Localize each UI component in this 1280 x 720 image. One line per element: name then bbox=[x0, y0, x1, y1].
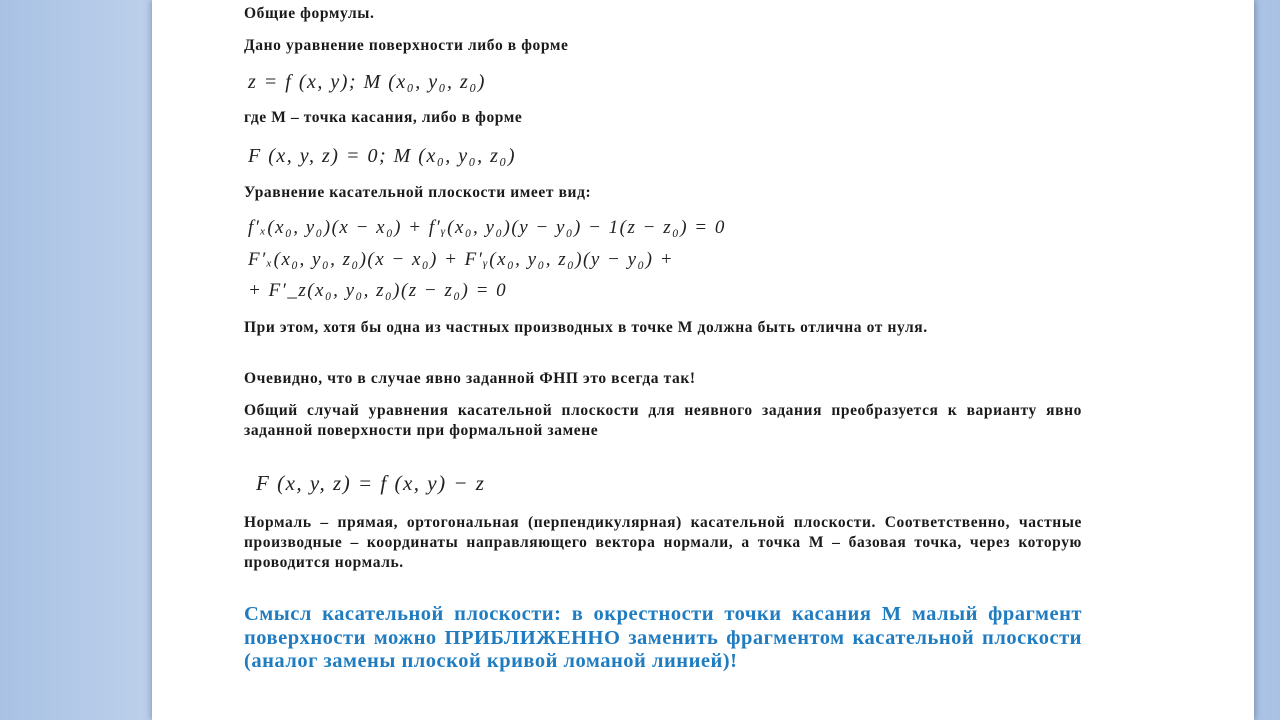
where-text: где М – точка касания, либо в форме bbox=[244, 109, 523, 126]
obvious-text: Очевидно, что в случае явно заданной ФНП это всегда так! bbox=[244, 370, 696, 387]
document-page bbox=[152, 0, 1254, 720]
heading: Общие формулы. bbox=[244, 5, 375, 22]
tangent-intro: Уравнение касательной плоскости имеет вид: bbox=[244, 184, 592, 201]
condition-text: При этом, хотя бы одна из частных производных в точке М должна быть отлична от нуля. bbox=[244, 319, 928, 336]
substitution-formula: F (x, y, z) = f (x, y) − z bbox=[256, 471, 486, 495]
tangent-formula-1: f′ₓ(x₀, y₀)(x − x₀) + f′ᵧ(x₀, y₀)(y − y₀) − 1(z − z₀) = 0 bbox=[248, 217, 726, 238]
meaning-text: Смысл касательной плоскости: в окрестности точки касания М малый фрагмент поверхности можно ПРИБЛИЖЕННО заменить фрагментом касательной плоскости (аналог замены плоской кривой ломаной линией)! bbox=[244, 603, 1082, 672]
tangent-formula-3: + F′_z(x₀, y₀, z₀)(z − z₀) = 0 bbox=[248, 280, 508, 301]
normal-text: Нормаль – прямая, ортогональная (перпендикулярная) касательной плоскости. Соответственно, частные производные – координаты направляющего вектора нормали, а точка М – базовая точка, через которую проводится нормаль. bbox=[244, 514, 1082, 571]
tangent-formula-2: F′ₓ(x₀, y₀, z₀)(x − x₀) + F′ᵧ(x₀, y₀, z₀)(y − y₀) + bbox=[248, 249, 675, 270]
general-case-text: Общий случай уравнения касательной плоскости для неявного задания преобразуется к варианту явно заданной поверхности при формальной замене bbox=[244, 402, 1082, 439]
formula-implicit: F (x, y, z) = 0; M (x₀, y₀, z₀) bbox=[248, 145, 517, 167]
formula-explicit: z = f (x, y); M (x₀, y₀, z₀) bbox=[248, 71, 486, 93]
intro-text: Дано уравнение поверхности либо в форме bbox=[244, 37, 569, 54]
